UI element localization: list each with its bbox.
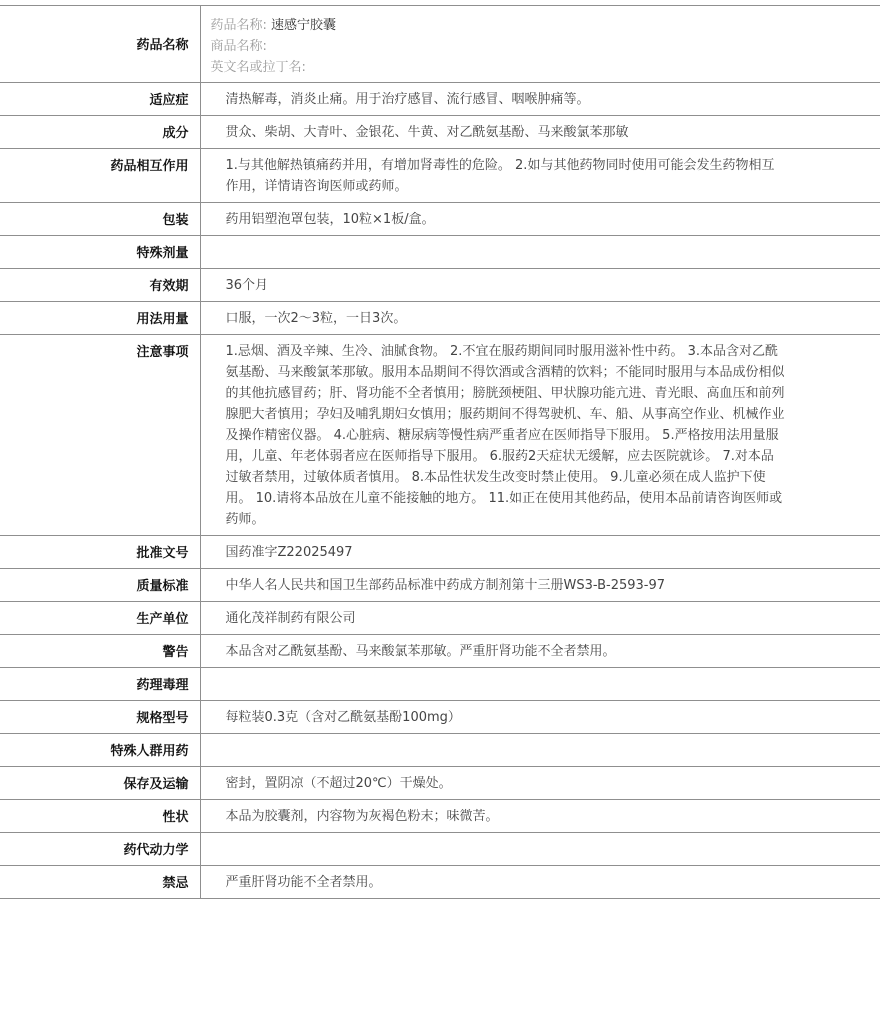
row-special-dosage	[0, 236, 880, 269]
field-key: 英文名或拉丁名:	[210, 60, 306, 75]
row-label: 保存及运输	[0, 767, 200, 800]
row-label: 药代动力学	[0, 833, 200, 866]
row-label: 适应症	[0, 83, 200, 116]
row-label: 特殊人群用药	[0, 734, 200, 767]
latin-name-line	[211, 57, 786, 78]
row-dosage	[0, 302, 880, 335]
row-packaging	[0, 203, 880, 236]
drug-name-block	[200, 6, 880, 83]
row-shelf-life	[0, 269, 880, 302]
row-storage	[0, 767, 880, 800]
field-value: 速感宁胶囊	[271, 18, 337, 33]
row-manufacturer	[0, 602, 880, 635]
row-value: 本品含对乙酰氨基酚、马来酸氯苯那敏。严重肝肾功能不全者禁用。	[200, 635, 880, 668]
row-label: 注意事项	[0, 335, 200, 536]
row-label: 性状	[0, 800, 200, 833]
row-value: 1.忌烟、酒及辛辣、生冷、油腻食物。 2.不宜在服药期间同时服用滋补性中药。 3.本品含对乙酰氨基酚、马来酸氯苯那敏。服用本品期间不得饮酒或含酒精的饮料；不能同时服用与本品成份相似的其他抗感冒药；肝、肾功能不全者慎用；膀胱颈梗阻、甲状腺功能亢进、青光眼、高血压和前列腺肥大者慎用；孕妇及哺乳期妇女慎用；服药期间不得驾驶机、车、船、从事高空作业、机械作业及操作精密仪器。 4.心脏病、糖尿病等慢性病严重者应在医师指导下服用。 5.严格按用法用量服用，儿童、年老体弱者应在医师指导下服用。 6.服药2天症状无缓解，应去医院就诊。 7.对本品过敏者禁用，过敏体质者慎用。 8.本品性状发生改变时禁止使用。 9.儿童必须在成人监护下使用。 10.请将本品放在儿童不能接触的地方。 11.如正在使用其他药品，使用本品前请咨询医师或药师。	[200, 335, 880, 536]
row-value: 每粒装0.3克（含对乙酰氨基酚100mg）	[200, 701, 880, 734]
row-label: 特殊剂量	[0, 236, 200, 269]
row-interactions	[0, 149, 880, 203]
row-label: 用法用量	[0, 302, 200, 335]
row-value	[200, 236, 880, 269]
field-key: 商品名称:	[210, 39, 267, 54]
row-label: 有效期	[0, 269, 200, 302]
row-label: 成分	[0, 116, 200, 149]
row-contraindications	[0, 866, 880, 899]
row-value: 严重肝肾功能不全者禁用。	[200, 866, 880, 899]
row-label: 禁忌	[0, 866, 200, 899]
row-label: 质量标准	[0, 569, 200, 602]
row-specification	[0, 701, 880, 734]
row-special-populations	[0, 734, 880, 767]
row-precautions	[0, 335, 880, 536]
row-approval-number	[0, 536, 880, 569]
row-label: 包装	[0, 203, 200, 236]
row-value: 中华人名人民共和国卫生部药品标准中药成方制剂第十三册WS3-B-2593-97	[200, 569, 880, 602]
row-value: 国药准字Z22025497	[200, 536, 880, 569]
row-value	[200, 734, 880, 767]
row-label: 药理毒理	[0, 668, 200, 701]
row-value	[200, 668, 880, 701]
drug-name-line	[211, 15, 786, 36]
row-drug-name	[0, 6, 880, 83]
row-value: 36个月	[200, 269, 880, 302]
row-pharmacology	[0, 668, 880, 701]
row-pharmacokinetics	[0, 833, 880, 866]
row-ingredients	[0, 116, 880, 149]
row-label: 规格型号	[0, 701, 200, 734]
field-key: 药品名称:	[210, 18, 267, 33]
row-value: 清热解毒，消炎止痛。用于治疗感冒、流行感冒、咽喉肿痛等。	[200, 83, 880, 116]
row-indications	[0, 83, 880, 116]
row-label: 生产单位	[0, 602, 200, 635]
row-value: 贯众、柴胡、大青叶、金银花、牛黄、对乙酰氨基酚、马来酸氯苯那敏	[200, 116, 880, 149]
row-value: 药用铝塑泡罩包装，10粒×1板/盒。	[200, 203, 880, 236]
row-value: 通化茂祥制药有限公司	[200, 602, 880, 635]
row-value: 密封，置阴凉（不超过20℃）干燥处。	[200, 767, 880, 800]
row-label: 药品相互作用	[0, 149, 200, 203]
row-description	[0, 800, 880, 833]
row-warning	[0, 635, 880, 668]
row-label: 批准文号	[0, 536, 200, 569]
row-value: 口服，一次2～3粒，一日3次。	[200, 302, 880, 335]
row-value: 1.与其他解热镇痛药并用，有增加肾毒性的危险。 2.如与其他药物同时使用可能会发生药物相互作用，详情请咨询医师或药师。	[200, 149, 880, 203]
row-label: 警告	[0, 635, 200, 668]
row-quality-standard	[0, 569, 880, 602]
row-value	[200, 833, 880, 866]
trade-name-line	[211, 36, 786, 57]
row-label: 药品名称	[0, 6, 200, 83]
drug-info-table	[0, 5, 880, 899]
row-value: 本品为胶囊剂，内容物为灰褐色粉末；味微苦。	[200, 800, 880, 833]
